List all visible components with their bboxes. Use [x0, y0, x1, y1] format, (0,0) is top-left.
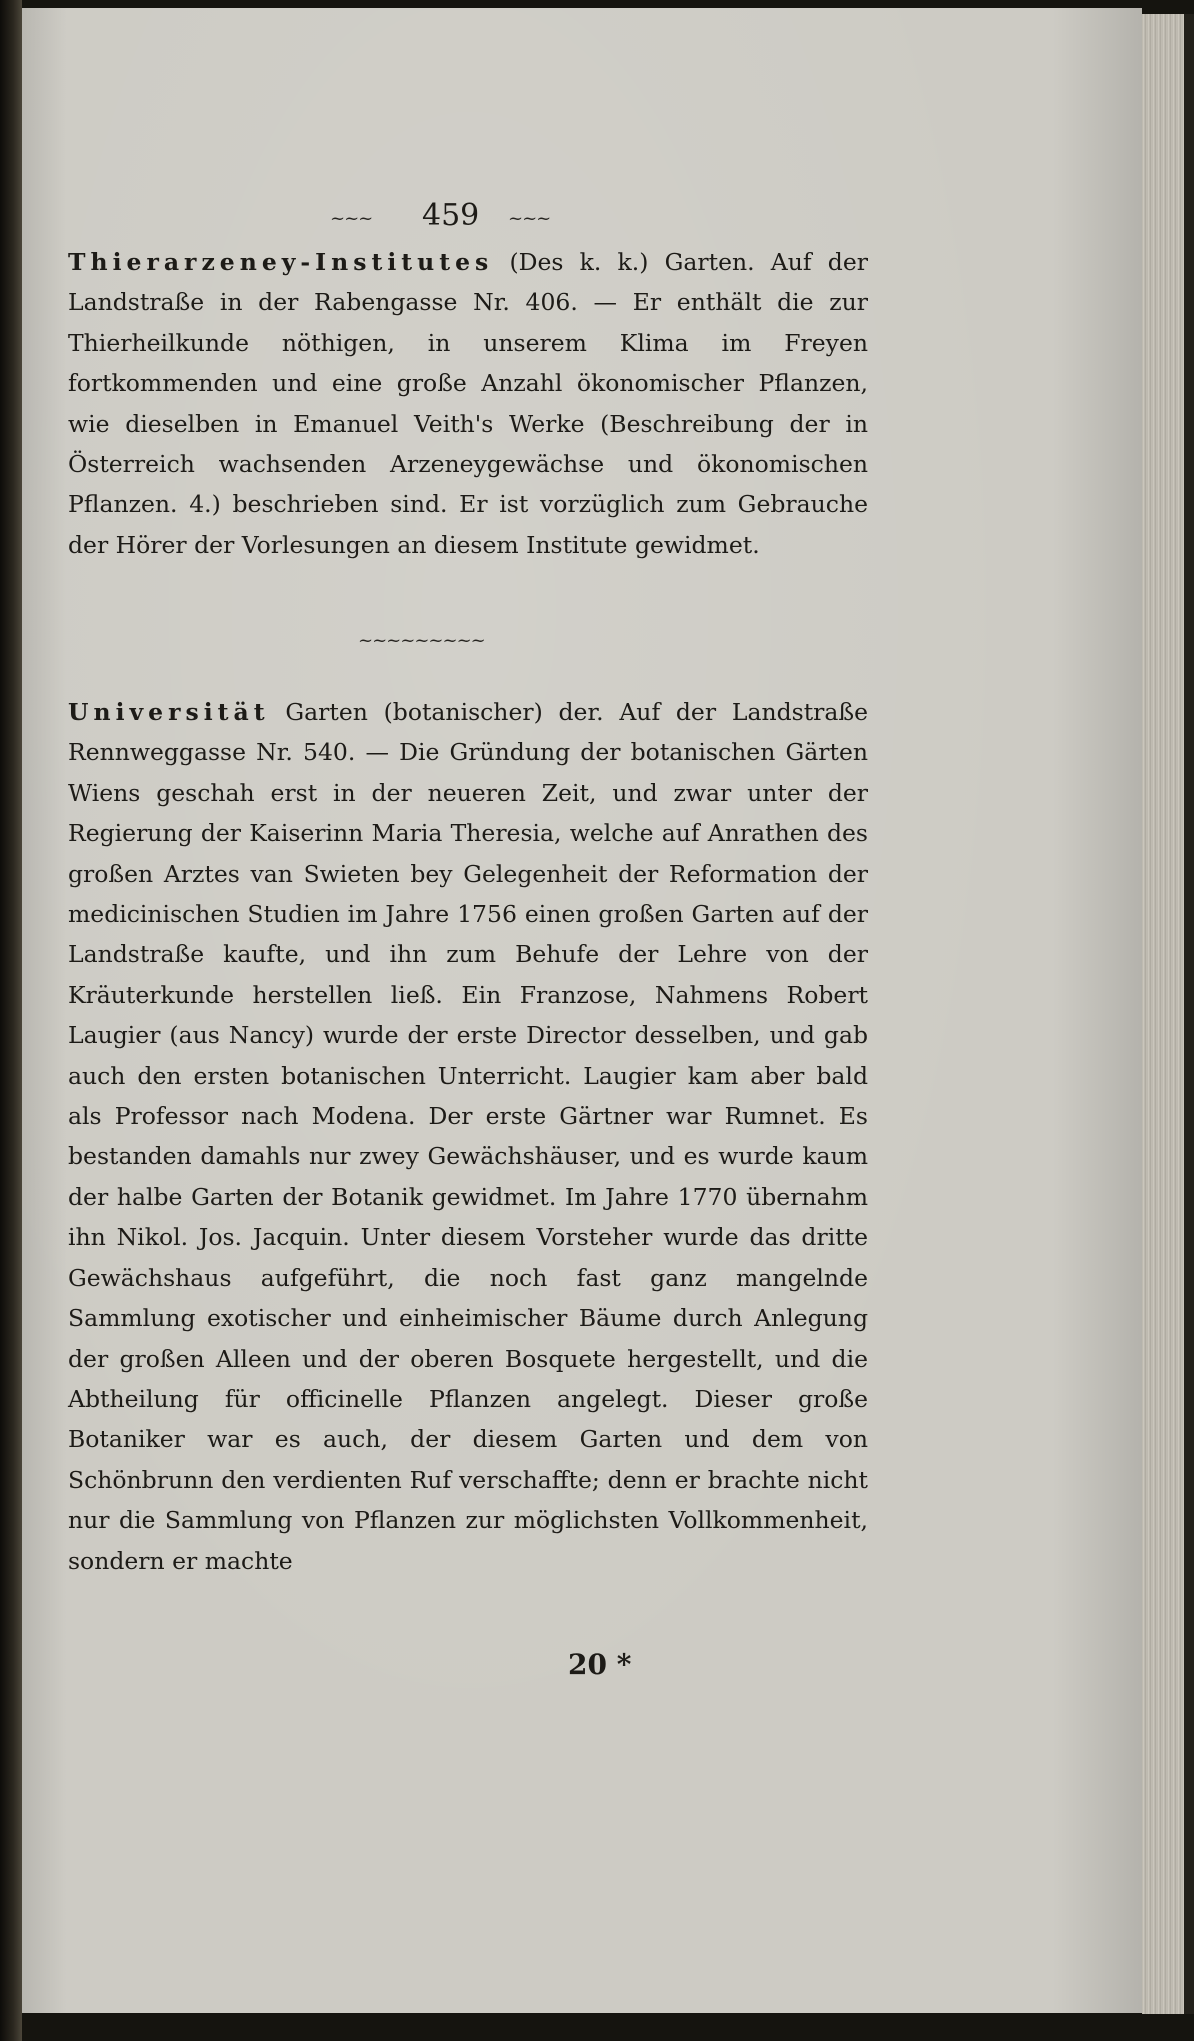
entry-universitaet [68, 692, 868, 1581]
entry-thierarzeney [68, 242, 868, 565]
entry-body: Garten (botanischer) der. Auf der Landstraße Rennweggasse Nr. 540. — Die Gründung der botanischen Gärten Wiens geschah erst in der neueren Zeit, und zwar unter der Regierung der Kaiserinn Maria Theresia, welche auf Anrathen des großen Arztes van Swieten bey Gelegenheit der Reformation der medicinischen Studien im Jahre 1756 einen großen Garten auf der Landstraße kaufte, und ihn zum Behufe der Lehre von der Kräuterkunde herstellen ließ. Ein Franzose, Nahmens Robert Laugier (aus Nancy) wurde der erste Director desselben, und gab auch den ersten botanischen Unterricht. Laugier kam aber bald als Professor nach Modena. Der erste Gärtner war Rumnet. Es bestanden damahls nur zwey Gewächshäuser, und es wurde kaum der halbe Garten der Botanik gewidmet. Im Jahre 1770 übernahm ihn Nikol. Jos. Jacquin. Unter diesem Vorsteher wurde das dritte Gewächshaus aufgeführt, die noch fast ganz mangelnde Sammlung exotischer und einheimischer Bäume durch Anlegung der großen Alleen und der oberen Bosquete hergestellt, und die Abtheilung für officinelle Pflanzen angelegt. Dieser große Botaniker war es auch, der diesem Garten und dem von Schönbrunn den verdienten Ruf verschaffte; denn er brachte nicht nur die Sammlung von Pflanzen zur möglichsten Vollkommenheit, sondern er machte [68, 698, 868, 1575]
section-separator: ~~~~~~~~~ [358, 630, 485, 651]
header-ornament-right: ~~~ [508, 208, 551, 229]
entry-body: (Des k. k.) Garten. Auf der Landstraße in der Rabengasse Nr. 406. — Er enthält die zur Thierheilkunde nöthigen, in unserem Klima im Freyen fortkommenden und eine große Anzahl ökonomischer Pflanzen, wie dieselben in Emanuel Veith's Werke (Beschreibung der in Österreich wachsenden Arzeneygewächse und ökonomischen Pflanzen. 4.) beschrieben sind. Er ist vorzüglich zum Gebrauche der Hörer der Vorlesungen an diesem Institute gewidmet. [68, 248, 868, 559]
entry-lead-word: Universität [68, 698, 270, 726]
right-edge-shadow [1184, 14, 1194, 2014]
entry-lead-word: Thierarzeney-Institutes [68, 248, 494, 276]
page-header [68, 198, 868, 248]
header-ornament-left: ~~~ [330, 208, 373, 229]
page-number: 459 [422, 198, 480, 233]
signature-mark: 20 * [568, 1648, 632, 1681]
book-binding-shadow [0, 0, 22, 2041]
page-edges [1142, 14, 1184, 2014]
